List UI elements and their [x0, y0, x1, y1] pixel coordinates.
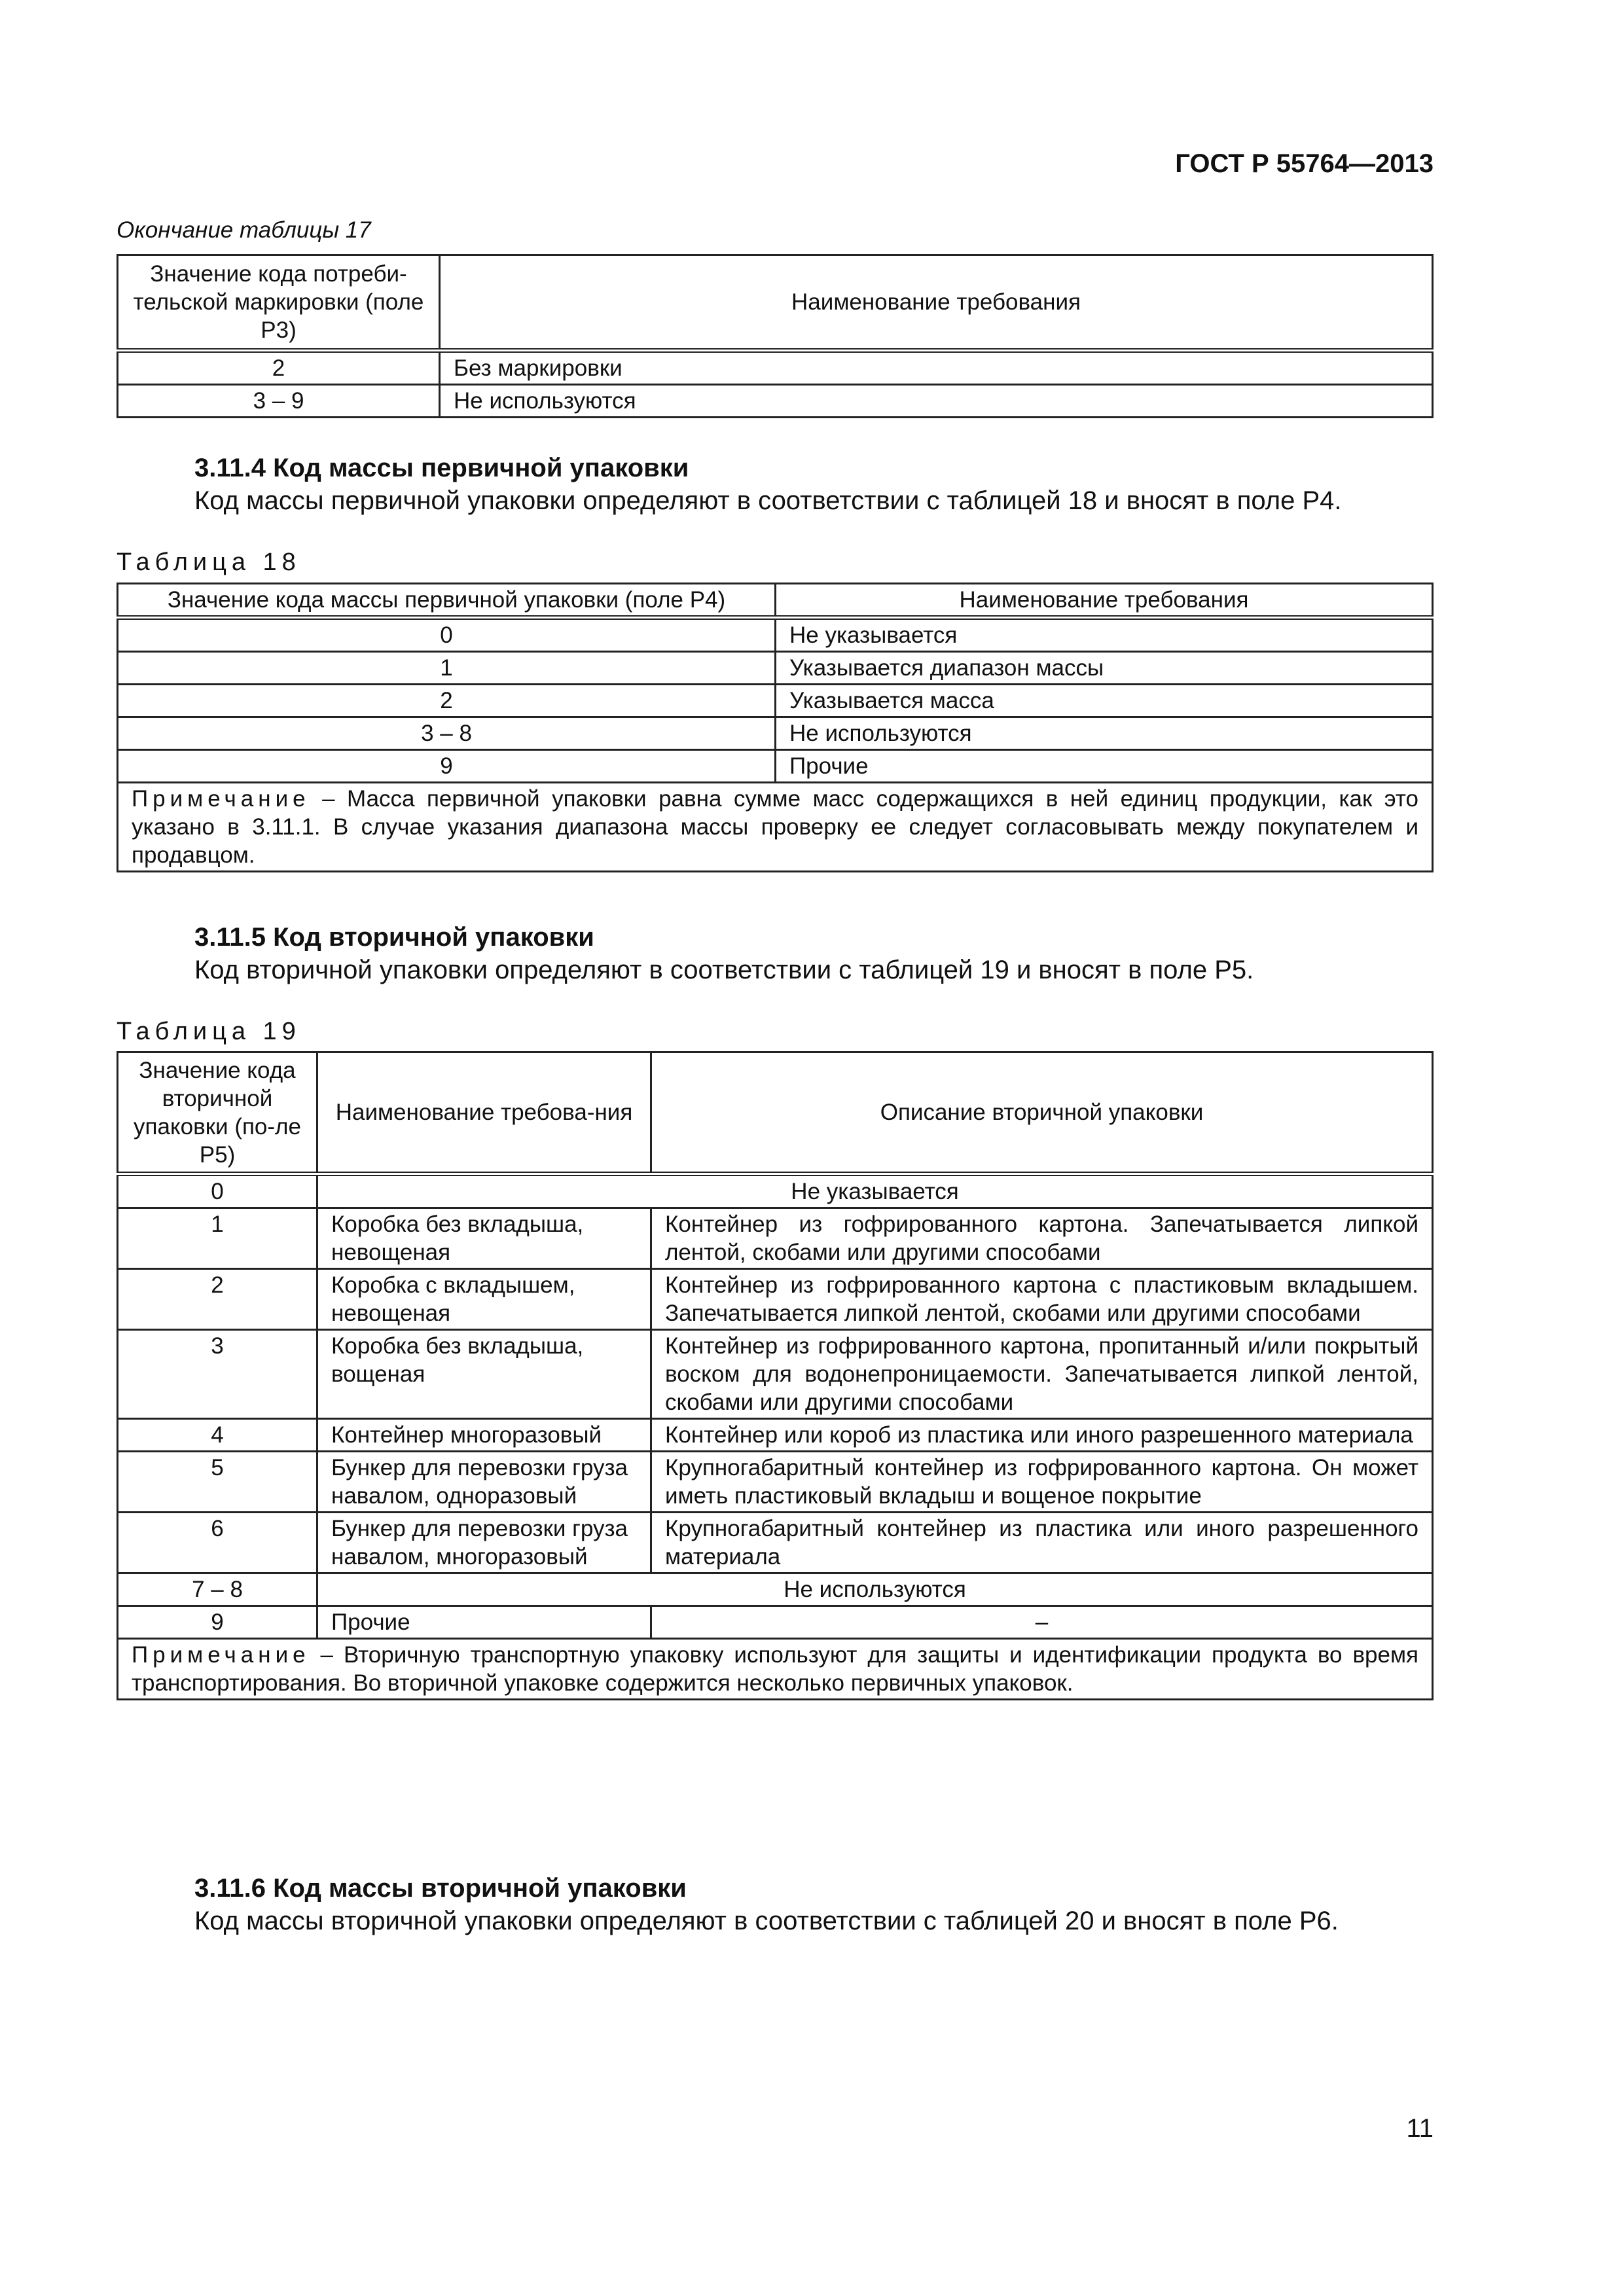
table17-code: 3 – 9	[118, 385, 440, 418]
table-17-end	[117, 254, 1434, 418]
table19-header-name: Наименование требова-ния	[317, 1052, 651, 1174]
table18-code: 3 – 8	[118, 717, 776, 750]
document-code: ГОСТ Р 55764—2013	[1175, 149, 1434, 178]
table19-code: 1	[118, 1208, 317, 1269]
table18-note-row	[118, 783, 1433, 872]
table-row	[118, 750, 1433, 783]
table-row	[118, 1606, 1433, 1639]
table19-header-desc: Описание вторичной упаковки	[651, 1052, 1433, 1174]
table19-desc: Крупногабаритный контейнер из пластика или иного разрешенного материала	[651, 1513, 1433, 1573]
table19-name: Бункер для перевозки груза навалом, многоразовый	[317, 1513, 651, 1573]
table-18	[117, 583, 1434, 872]
table17-continuation-caption: Окончание таблицы 17	[117, 217, 371, 243]
table18-code: 1	[118, 652, 776, 685]
table19-name: Прочие	[317, 1606, 651, 1639]
table19-code: 0	[118, 1174, 317, 1208]
section-3-11-4-text: Код массы первичной упаковки определяют в соответствии с таблицей 18 и вносят в поле Р4.	[194, 486, 1342, 515]
table18-name: Прочие	[776, 750, 1433, 783]
section-3-11-6-text: Код массы вторичной упаковки определяют в соответствии с таблицей 20 и вносят в поле Р6.	[194, 1907, 1339, 1935]
table19-merged-text: Не используются	[317, 1573, 1433, 1606]
table-row	[118, 1573, 1433, 1606]
table-row	[118, 385, 1433, 418]
table-row	[118, 1419, 1433, 1452]
table19-code: 6	[118, 1513, 317, 1573]
table19-code: 7 – 8	[118, 1573, 317, 1606]
table19-note	[118, 1639, 1433, 1700]
table18-code: 2	[118, 685, 776, 717]
table19-name: Коробка без вкладыша, вощеная	[317, 1330, 651, 1419]
table-19	[117, 1051, 1434, 1700]
table-row	[118, 1208, 1433, 1269]
table18-name: Не указывается	[776, 618, 1433, 652]
table-row	[118, 717, 1433, 750]
table-row	[118, 1269, 1433, 1330]
section-3-11-5-text: Код вторичной упаковки определяют в соответствии с таблицей 19 и вносят в поле Р5.	[194, 956, 1254, 984]
table18-header-name: Наименование требования	[776, 584, 1433, 618]
note-text: – Вторичную транспортную упаковку используют для защиты и идентификации продукта во время транспортирования. Во вторичной упаковке содержится несколько первичных упаковок.	[132, 1642, 1418, 1696]
table-row	[118, 1330, 1433, 1419]
table19-name: Коробка с вкладышем, невощеная	[317, 1269, 651, 1330]
page-number: 11	[1406, 2114, 1434, 2143]
table19-desc: Контейнер или короб из пластика или иного разрешенного материала	[651, 1419, 1433, 1452]
table-row	[118, 351, 1433, 385]
table17-header-code: Значение кода потреби-тельской маркировки (поле Р3)	[118, 255, 440, 351]
section-3-11-6-heading: 3.11.6 Код массы вторичной упаковки	[194, 1874, 687, 1903]
table19-desc: Крупногабаритный контейнер из гофрированного картона. Он может иметь пластиковый вкладыш и вощеное покрытие	[651, 1452, 1433, 1513]
table19-code: 9	[118, 1606, 317, 1639]
table18-code: 0	[118, 618, 776, 652]
table19-name: Коробка без вкладыша, невощеная	[317, 1208, 651, 1269]
note-label: Примечание	[132, 786, 310, 812]
section-3-11-5-heading: 3.11.5 Код вторичной упаковки	[194, 923, 594, 952]
table18-name: Не используются	[776, 717, 1433, 750]
table-row	[118, 1452, 1433, 1513]
table18-note	[118, 783, 1433, 872]
table19-caption: Таблица 19	[117, 1018, 301, 1045]
table-row	[118, 652, 1433, 685]
table-row	[118, 618, 1433, 652]
table18-name: Указывается диапазон массы	[776, 652, 1433, 685]
table18-header-code: Значение кода массы первичной упаковки (поле Р4)	[118, 584, 776, 618]
table19-merged-text: Не указывается	[317, 1174, 1433, 1208]
table19-name: Бункер для перевозки груза навалом, одноразовый	[317, 1452, 651, 1513]
note-text: – Масса первичной упаковки равна сумме масс содержащихся в ней единиц продукции, как это указано в 3.11.1. В случае указания диапазона массы проверку ее следует согласовывать между покупателем и продавцом.	[132, 786, 1418, 868]
table17-code: 2	[118, 351, 440, 385]
table19-desc: –	[651, 1606, 1433, 1639]
table19-header-code: Значение кода вторичной упаковки (по-ле Р5)	[118, 1052, 317, 1174]
table17-header-name: Наименование требования	[440, 255, 1433, 351]
table19-code: 4	[118, 1419, 317, 1452]
table-row	[118, 1513, 1433, 1573]
table19-code: 2	[118, 1269, 317, 1330]
table19-note-row	[118, 1639, 1433, 1700]
table-row	[118, 1174, 1433, 1208]
table18-name: Указывается масса	[776, 685, 1433, 717]
table19-code: 3	[118, 1330, 317, 1419]
table18-code: 9	[118, 750, 776, 783]
table17-name: Без маркировки	[440, 351, 1433, 385]
table17-name: Не используются	[440, 385, 1433, 418]
table-row	[118, 685, 1433, 717]
note-label: Примечание	[132, 1642, 310, 1668]
table19-desc: Контейнер из гофрированного картона. Запечатывается липкой лентой, скобами или другими способами	[651, 1208, 1433, 1269]
table19-name: Контейнер многоразовый	[317, 1419, 651, 1452]
table19-desc: Контейнер из гофрированного картона, пропитанный и/или покрытый воском для водонепроницаемости. Запечатывается липкой лентой, скобами или другими способами	[651, 1330, 1433, 1419]
table19-code: 5	[118, 1452, 317, 1513]
table19-desc: Контейнер из гофрированного картона с пластиковым вкладышем. Запечатывается липкой лентой, скобами или другими способами	[651, 1269, 1433, 1330]
section-3-11-4-heading: 3.11.4 Код массы первичной упаковки	[194, 454, 689, 482]
table18-caption: Таблица 18	[117, 548, 301, 576]
